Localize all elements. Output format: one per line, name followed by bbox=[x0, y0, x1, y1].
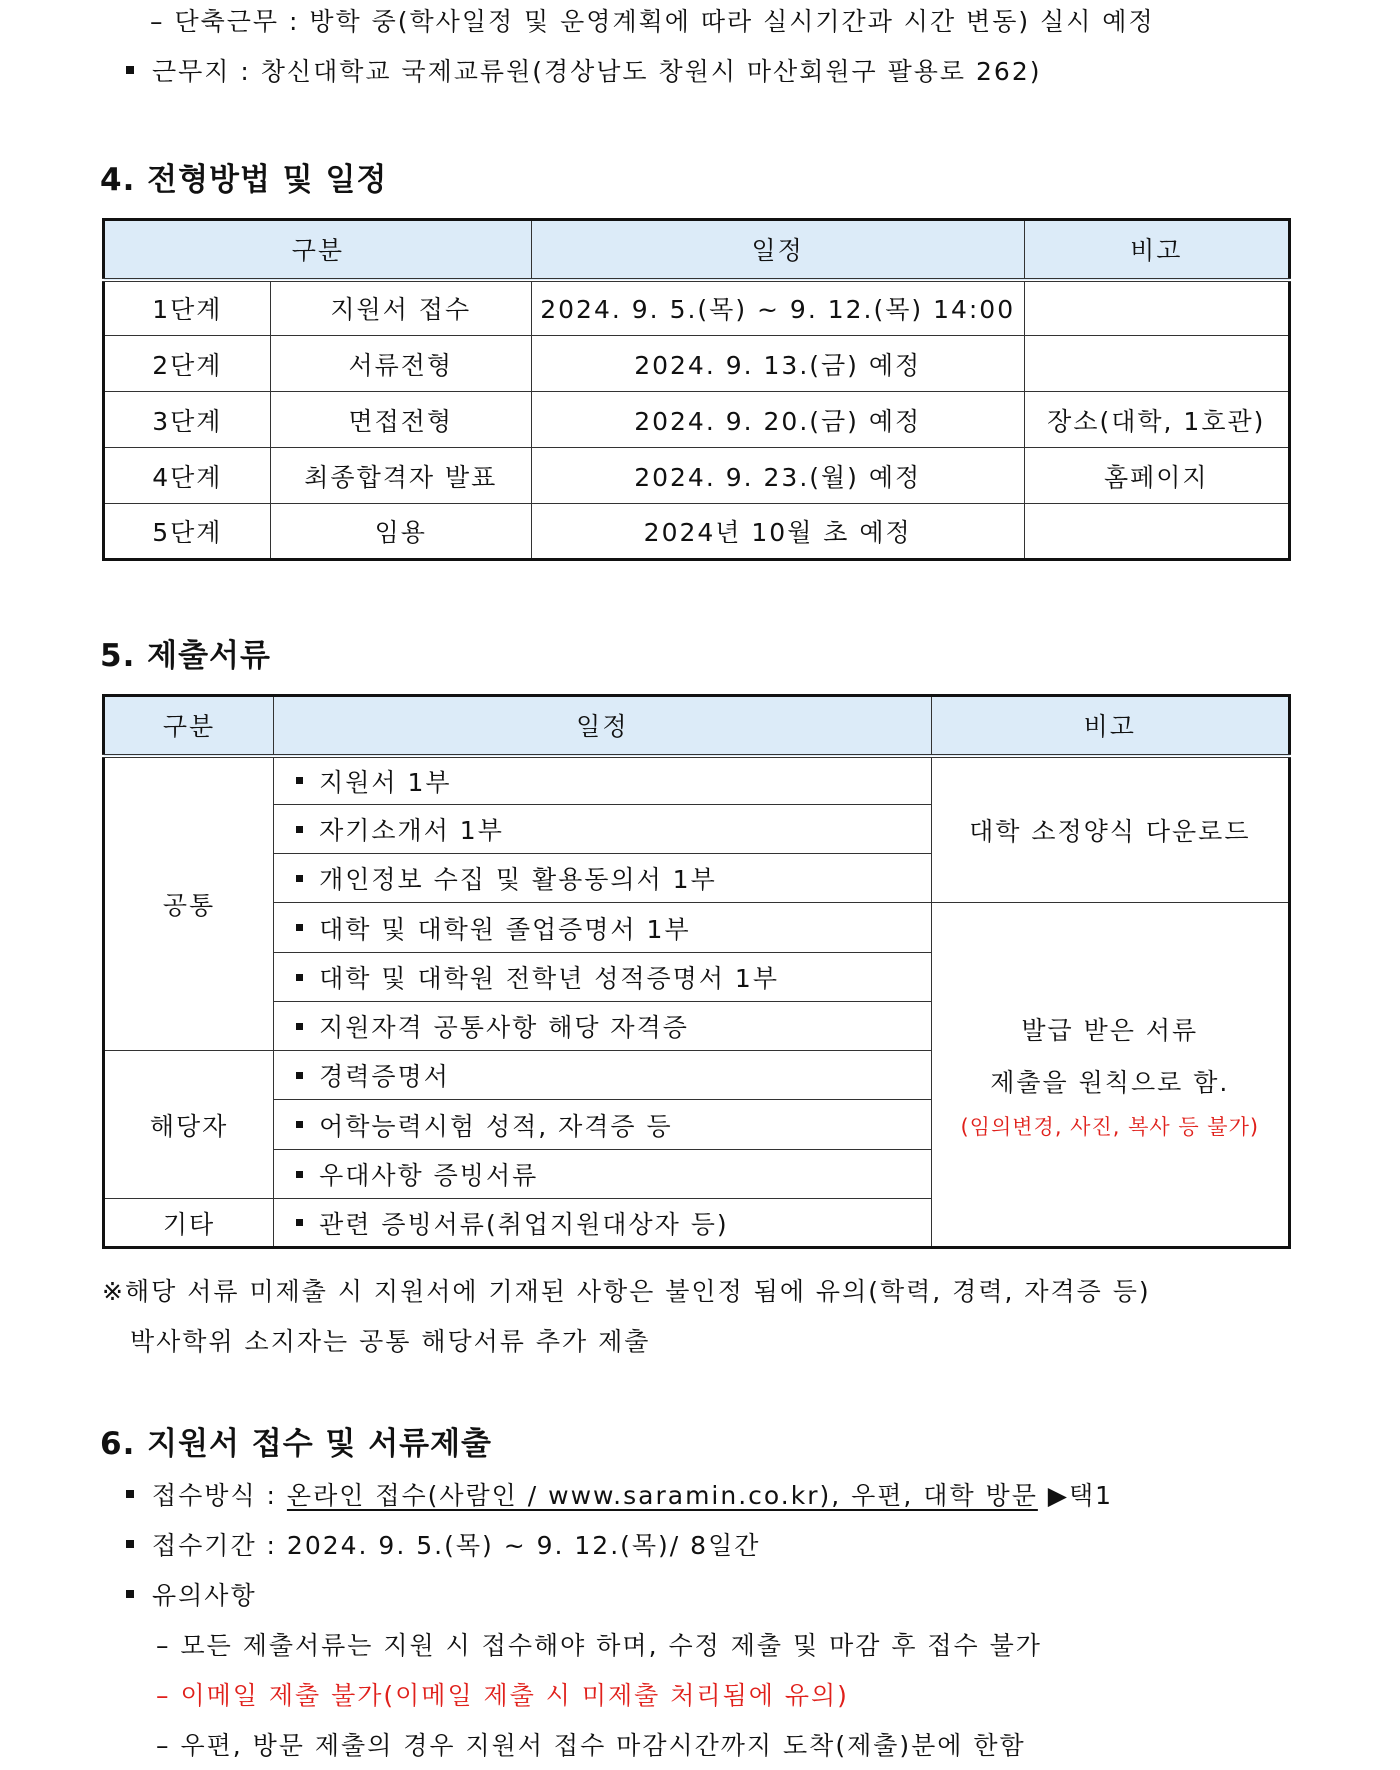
stage-name-cell: 최종합격자 발표 bbox=[270, 448, 531, 504]
document-item: 경력증명서 bbox=[274, 1051, 931, 1100]
footnote-line1: ※해당 서류 미제출 시 지원서에 기재된 사항은 불인정 됨에 유의(학력, 경력, 자격증 등) bbox=[102, 1277, 1151, 1306]
section6-title: 6. 지원서 접수 및 서류제출 bbox=[100, 1426, 492, 1462]
stage-note-cell: 장소(대학, 1호관) bbox=[1024, 392, 1289, 448]
caution-line3: – 우편, 방문 제출의 경우 지원서 접수 마감시간까지 도착(제출)분에 한함 bbox=[156, 1731, 1026, 1760]
table-row bbox=[104, 448, 1290, 504]
caution-title: 유의사항 bbox=[126, 1578, 257, 1614]
submission-method-link[interactable]: 온라인 접수(사람인 / www.saramin.co.kr), 우편, 대학 방문 bbox=[286, 1481, 1038, 1510]
section4-title: 4. 전형방법 및 일정 bbox=[100, 162, 388, 198]
bullet-icon bbox=[126, 1590, 134, 1598]
stage-cell: 4단계 bbox=[104, 448, 271, 504]
bullet-icon bbox=[296, 826, 303, 833]
table-row bbox=[104, 280, 1290, 336]
document-item: 관련 증빙서류(취업지원대상자 등) bbox=[274, 1199, 931, 1248]
header-category: 구분 bbox=[104, 696, 274, 756]
documents-table bbox=[102, 694, 1291, 1249]
bullet-icon bbox=[126, 1490, 134, 1498]
table-row bbox=[104, 756, 1290, 805]
stage-name-cell: 서류전형 bbox=[270, 336, 531, 392]
bullet-icon bbox=[296, 875, 303, 882]
note-download-cell: 대학 소정양식 다운로드 bbox=[931, 756, 1289, 903]
footnote-line2: 박사학위 소지자는 공통 해당서류 추가 제출 bbox=[130, 1327, 651, 1356]
header-note: 비고 bbox=[1024, 220, 1289, 280]
table-row bbox=[104, 903, 1290, 953]
stage-note-cell bbox=[1024, 336, 1289, 392]
group-applicable-cell: 해당자 bbox=[104, 1051, 274, 1199]
group-other-cell: 기타 bbox=[104, 1199, 274, 1248]
stage-date-cell: 2024. 9. 13.(금) 예정 bbox=[531, 336, 1024, 392]
table-row bbox=[104, 392, 1290, 448]
stage-cell: 3단계 bbox=[104, 392, 271, 448]
stage-cell: 5단계 bbox=[104, 504, 271, 560]
caution-line2: – 이메일 제출 불가(이메일 제출 시 미제출 처리됨에 유의) bbox=[156, 1681, 849, 1710]
stage-cell: 1단계 bbox=[104, 280, 271, 336]
bullet-icon bbox=[126, 66, 134, 74]
stage-date-cell: 2024. 9. 23.(월) 예정 bbox=[531, 448, 1024, 504]
intro-line-reduced-work: – 단축근무 : 방학 중(학사일정 및 운영계획에 따라 실시기간과 시간 변동) 실시 예정 bbox=[150, 7, 1155, 36]
stage-name-cell: 임용 bbox=[270, 504, 531, 560]
submission-method: 접수방식 : 온라인 접수(사람인 / www.saramin.co.kr), 우편, 대학 방문 ▶택1 bbox=[126, 1478, 1113, 1514]
bullet-icon bbox=[296, 1072, 303, 1079]
header-category: 구분 bbox=[104, 220, 532, 280]
group-common-cell: 공통 bbox=[104, 756, 274, 1051]
stage-date-cell: 2024. 9. 20.(금) 예정 bbox=[531, 392, 1024, 448]
bullet-icon bbox=[296, 1171, 303, 1178]
bullet-icon bbox=[296, 777, 303, 784]
submission-period: 접수기간 : 2024. 9. 5.(목) ~ 9. 12.(목)/ 8일간 bbox=[126, 1528, 760, 1564]
document-item: 개인정보 수집 및 활용동의서 1부 bbox=[274, 854, 931, 903]
stage-date-cell: 2024. 9. 5.(목) ~ 9. 12.(목) 14:00 bbox=[531, 280, 1024, 336]
document-item: 대학 및 대학원 전학년 성적증명서 1부 bbox=[274, 953, 931, 1002]
stage-name-cell: 지원서 접수 bbox=[270, 280, 531, 336]
header-schedule: 일정 bbox=[531, 220, 1024, 280]
section5-title: 5. 제출서류 bbox=[100, 638, 271, 674]
header-schedule: 일정 bbox=[274, 696, 931, 756]
bullet-icon bbox=[126, 1540, 134, 1548]
bullet-icon bbox=[296, 924, 303, 931]
document-item: 지원서 1부 bbox=[274, 756, 931, 805]
stage-note-cell: 홈페이지 bbox=[1024, 448, 1289, 504]
document-item: 대학 및 대학원 졸업증명서 1부 bbox=[274, 903, 931, 953]
table-row bbox=[104, 336, 1290, 392]
document-item: 어학능력시험 성적, 자격증 등 bbox=[274, 1100, 931, 1150]
schedule-table bbox=[102, 218, 1291, 561]
table-row bbox=[104, 504, 1290, 560]
document-item: 자기소개서 1부 bbox=[274, 805, 931, 854]
stage-note-cell bbox=[1024, 504, 1289, 560]
stage-name-cell: 면접전형 bbox=[270, 392, 531, 448]
bullet-icon bbox=[296, 1219, 303, 1226]
stage-date-cell: 2024년 10월 초 예정 bbox=[531, 504, 1024, 560]
stage-cell: 2단계 bbox=[104, 336, 271, 392]
bullet-icon bbox=[296, 1121, 303, 1128]
note-issued-line1: 발급 받은 서류 bbox=[1021, 1015, 1199, 1045]
document-item: 우대사항 증빙서류 bbox=[274, 1150, 931, 1199]
stage-note-cell bbox=[1024, 280, 1289, 336]
header-note: 비고 bbox=[931, 696, 1289, 756]
caution-line1: – 모든 제출서류는 지원 시 접수해야 하며, 수정 제출 및 마감 후 접수 불가 bbox=[156, 1631, 1042, 1660]
note-issued-warning: (임의변경, 사진, 복사 등 불가) bbox=[960, 1114, 1260, 1139]
note-issued-line2: 제출을 원칙으로 함. bbox=[990, 1067, 1230, 1097]
intro-line-workplace bbox=[126, 54, 1041, 90]
note-issued-cell bbox=[931, 903, 1289, 1248]
bullet-icon bbox=[296, 974, 303, 981]
bullet-icon bbox=[296, 1023, 303, 1030]
workplace-text: 근무지 : 창신대학교 국제교류원(경상남도 창원시 마산회원구 팔용로 262) bbox=[152, 57, 1042, 86]
document-item: 지원자격 공통사항 해당 자격증 bbox=[274, 1002, 931, 1051]
